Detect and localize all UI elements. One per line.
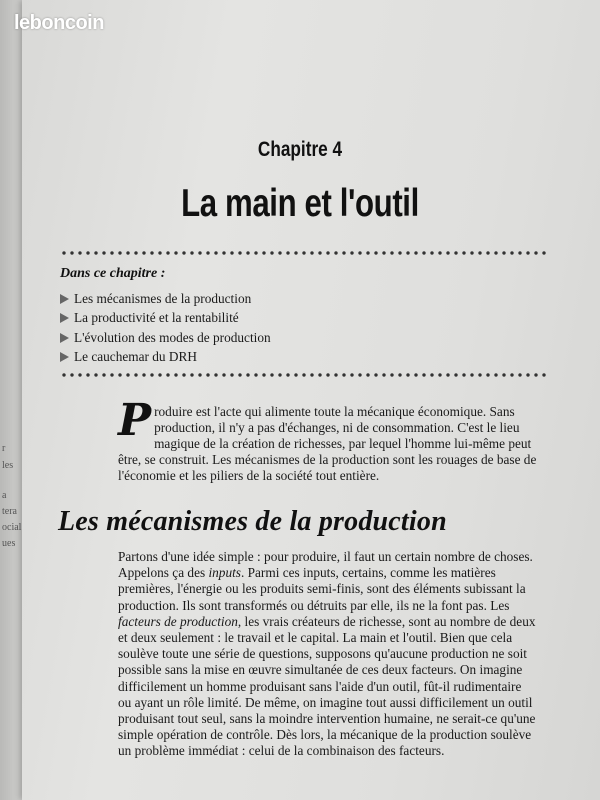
dotted-divider-top <box>60 250 548 256</box>
triangle-bullet-icon <box>60 352 69 362</box>
list-item-label: Le cauchemar du DRH <box>74 349 197 365</box>
list-item <box>60 289 271 309</box>
previous-page-edge <box>0 0 22 800</box>
margin-fragment: a <box>2 490 7 501</box>
body-text-part: Partons d'une idée simple : pour produire, il faut un certain nombre de choses. Appelons ça des <box>118 549 533 581</box>
triangle-bullet-icon <box>60 294 69 304</box>
triangle-bullet-icon <box>60 313 69 323</box>
body-text-part: . Parmi ces inputs, certains, comme les matières premières, l'énergie ou les produits semi-finis, sont des éléments subissant la production. Ils sont transformés ou détruits par elle, ils ne la font pas. Les <box>118 565 526 613</box>
body-paragraph <box>118 549 536 760</box>
list-item-label: La productivité et la rentabilité <box>74 310 239 326</box>
margin-fragment: ocial <box>2 522 22 533</box>
intro-paragraph <box>118 395 538 484</box>
list-item <box>60 328 271 348</box>
body-text-part: , les vrais créateurs de richesse, sont au nombre de deux et deux seulement : le travail et le capital. La main et l'outil. Bien que cela soulève toute une série de questions, supposons qu'aucune production ne soit possible sans la mise en œuvre simultanée de ces deux facteurs. On imagine difficilement un homme produisant sans l'aide d'un outil, fût-il rudimentaire ou ayant un rôle limité. De même, on imagine tout aussi difficilement un outil produisant tout seul, sans la moindre intervention humaine, ne serait-ce qu'une simple opération de contrôle. Dès lors, la mécanique de la production soulève un problème immédiat : celui de la combinaison des facteurs. <box>118 613 536 759</box>
in-chapter-list <box>60 289 271 367</box>
emphasis-facteurs: facteurs de production <box>118 613 238 629</box>
drop-cap: P <box>118 395 152 446</box>
dotted-divider-bottom <box>60 372 548 378</box>
margin-fragment: ues <box>2 538 16 549</box>
chapter-label: Chapitre 4 <box>257 138 343 161</box>
in-chapter-heading: Dans ce chapitre : <box>60 266 166 281</box>
section-heading: Les mécanismes de la production <box>58 506 447 537</box>
chapter-title: La main et l'outil <box>181 182 419 225</box>
list-item <box>60 348 271 368</box>
triangle-bullet-icon <box>60 333 69 343</box>
list-item <box>60 309 271 329</box>
margin-fragment: les <box>2 460 14 471</box>
list-item-label: Les mécanismes de la production <box>74 290 252 306</box>
margin-fragment: r <box>2 443 6 454</box>
margin-fragment: tera <box>2 506 17 517</box>
emphasis-inputs: inputs <box>208 565 241 581</box>
watermark-logo: leboncoin <box>14 12 104 34</box>
list-item-label: L'évolution des modes de production <box>74 329 271 345</box>
intro-text: roduire est l'acte qui alimente toute la mécanique économique. Sans production, il n'y a pas d'échanges, ni de consommation. C'est le lieu magique de la création de richesses, par lequel l'homme lui-même peut être, se construit. Les mécanismes de la production sont les rouages de base de l'économie et les piliers de la société tout entière. <box>118 404 537 483</box>
